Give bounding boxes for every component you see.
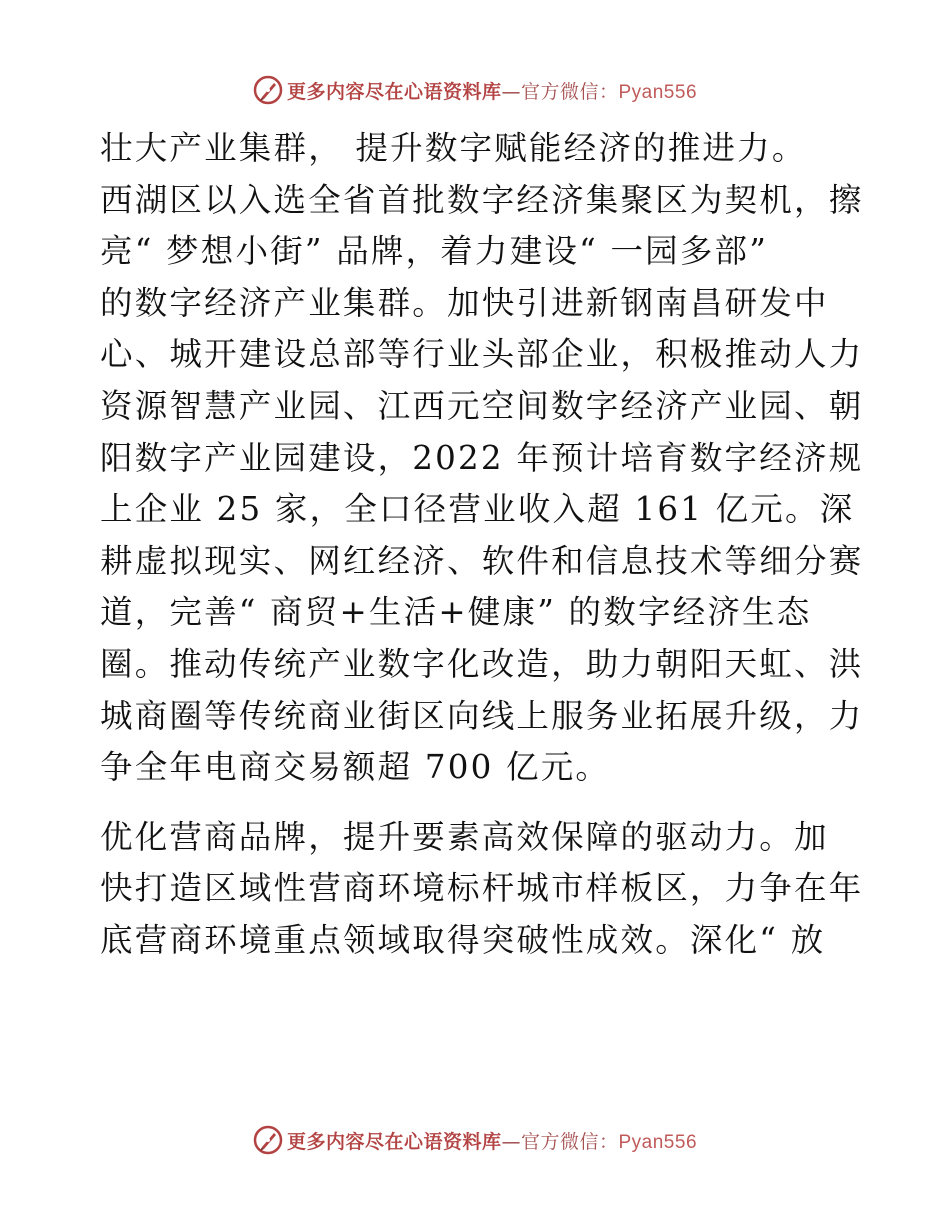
text-line: 圈。推动传统产业数字化改造，助力朝阳天虹、洪 — [100, 644, 864, 683]
text-line: 上企业 25 家，全口径营业收入超 161 亿元。深 — [100, 490, 855, 529]
paragraph-business-environment — [100, 812, 864, 967]
text-line: 优化营商品牌，提升要素高效保障的驱动力。加 — [100, 817, 829, 856]
pen-logo-icon — [253, 75, 283, 105]
document-body — [100, 123, 864, 967]
header-banner — [0, 70, 950, 110]
text-line: 壮大产业集群， 提升数字赋能经济的推进力。 — [100, 129, 807, 167]
text-line: 耕虚拟现实、网红经济、软件和信息技术等细分赛 — [100, 541, 864, 580]
paragraph-gap — [100, 794, 860, 812]
footer-official-label: 官方微信： — [520, 1130, 619, 1153]
text-line: 底营商环境重点领域取得突破性成效。深化“ 放 — [100, 920, 826, 959]
header-separator: — — [501, 80, 521, 103]
header-brand-text: 更多内容尽在心语资料库 — [286, 80, 502, 103]
text-line: 争全年电商交易额超 700 亿元。 — [100, 748, 611, 787]
header-wechat-id: Pyan556 — [618, 81, 698, 103]
footer-brand-text: 更多内容尽在心语资料库 — [286, 1130, 502, 1153]
text-line: 资源智慧产业园、江西元空间数字经济产业园、朝 — [100, 386, 864, 425]
text-line: 快打造区域性营商环境标杆城市样板区，力争在年 — [100, 869, 864, 908]
footer-banner-text — [287, 1127, 697, 1154]
footer-separator: — — [501, 1130, 521, 1153]
pen-logo-icon — [253, 1125, 283, 1155]
text-line: 道，完善“ 商贸+生活+健康” 的数字经济生态 — [100, 593, 812, 632]
text-line: 心、城开建设总部等行业头部企业，积极推动人力 — [100, 335, 864, 374]
text-line: 阳数字产业园建设，2022 年预计培育数字经济规 — [100, 438, 864, 477]
footer-banner — [0, 1120, 950, 1160]
header-banner-text — [287, 77, 697, 104]
text-line: 西湖区以入选全省首批数字经济集聚区为契机，擦 — [100, 180, 864, 219]
footer-wechat-id: Pyan556 — [618, 1131, 698, 1153]
paragraph-digital-economy — [100, 123, 864, 794]
header-official-label: 官方微信： — [520, 80, 619, 103]
text-line: 的数字经济产业集群。加快引进新钢南昌研发中 — [100, 283, 829, 322]
text-line: 城商圈等传统商业街区向线上服务业拓展升级，力 — [100, 696, 864, 735]
text-line: 亮“ 梦想小街” 品牌，着力建设“ 一园多部” — [100, 232, 769, 271]
